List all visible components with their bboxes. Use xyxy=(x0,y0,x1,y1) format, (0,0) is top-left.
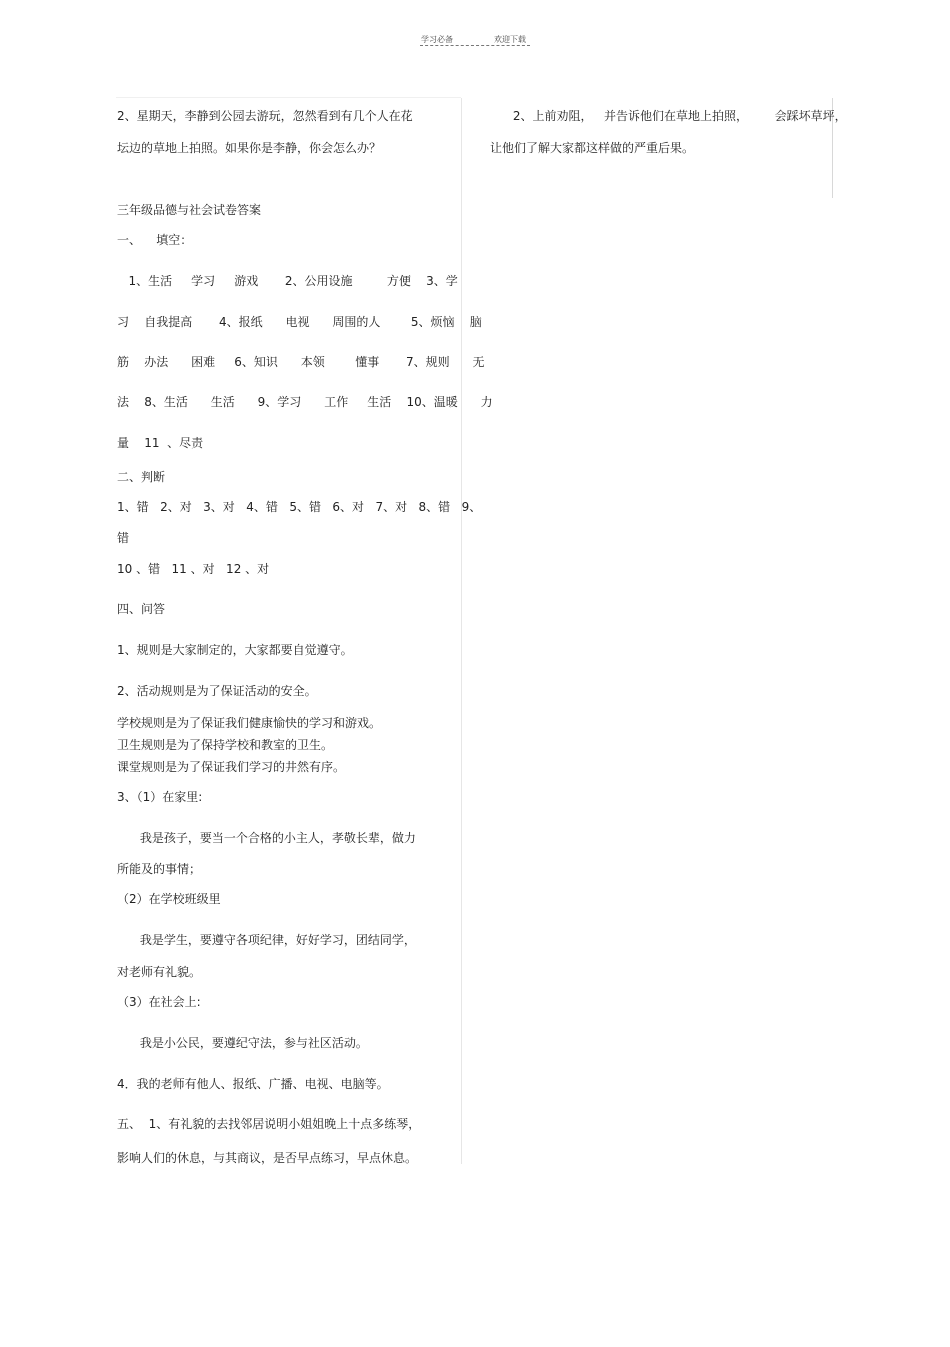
judge-line-1: 1、错 2、对 3、对 4、错 5、错 6、对 7、对 8、错 9、 xyxy=(117,500,482,514)
section-fill-heading: 一、 填空： xyxy=(117,233,193,247)
qa-2-school-rule: 学校规则是为了保证我们健康愉快的学习和游戏。 xyxy=(117,716,382,730)
qa-3-school-line-1: 我是学生，要遵守各项纪律，好好学习，团结同学， xyxy=(117,933,416,947)
fill-line-4: 法 8、生活 生活 9、学习 工作 生活 10、温暖 力 xyxy=(117,395,493,409)
fill-line-1: 1、生活 学习 游戏 2、公用设施 方便 3、学 xyxy=(117,274,458,288)
judge-line-2: 错 xyxy=(117,531,130,545)
header-left-text: 学习必备 xyxy=(421,35,453,44)
qa-2: 2、活动规则是为了保证活动的安全。 xyxy=(117,684,317,698)
qa-3-home-line-1: 我是孩子，要当一个合格的小主人，孝敬长辈，做力 xyxy=(117,831,416,845)
right-answer-line-2: 让他们了解大家都这样做的严重后果。 xyxy=(490,141,695,155)
qa-3-society-line-1: 我是小公民，要遵纪守法，参与社区活动。 xyxy=(117,1036,368,1050)
section-qa-heading: 四、问答 xyxy=(117,602,166,616)
question-2-line-1: 2、星期天，李静到公园去游玩，忽然看到有几个人在花 xyxy=(117,109,413,123)
qa-3-school-line-2: 对老师有礼貌。 xyxy=(117,965,202,979)
fill-line-2: 习 自我提高 4、报纸 电视 周围的人 5、烦恼 脑 xyxy=(117,315,482,329)
question-2-line-2: 坛边的草地上拍照。如果你是李静，你会怎么办？ xyxy=(117,141,382,155)
qa-2-hygiene-rule: 卫生规则是为了保持学校和教室的卫生。 xyxy=(117,738,334,752)
page-header xyxy=(0,30,950,50)
judge-line-3: 10 、错 11 、对 12 、对 xyxy=(117,562,270,576)
header-dashed-rule xyxy=(420,45,530,46)
qa-4: 4．我的老师有他人、报纸、广播、电视、电脑等。 xyxy=(117,1077,389,1091)
qa-1: 1、规则是大家制定的，大家都要自觉遵守。 xyxy=(117,643,353,657)
right-answer-line-1: 2、上前劝阻， 并告诉他们在草地上拍照， 会踩坏草坪， xyxy=(490,109,847,123)
qa-3-home-line-2: 所能及的事情； xyxy=(117,862,202,876)
qa-2-class-rule: 课堂规则是为了保证我们学习的井然有序。 xyxy=(117,760,346,774)
answer-title: 三年级品德与社会试卷答案 xyxy=(117,203,262,217)
header-right-text: 欢迎下载 xyxy=(494,35,526,44)
qa-3-society-heading: （3）在社会上: xyxy=(117,995,201,1009)
section-5-line-1: 五、 1、有礼貌的去找邻居说明小姐姐晚上十点多练琴， xyxy=(117,1117,421,1131)
fill-line-3: 筋 办法 困难 6、知识 本领 懂事 7、规则 无 xyxy=(117,355,485,369)
qa-3-school-heading: （2）在学校班级里 xyxy=(117,892,221,906)
qa-3-home-heading: 3、（1）在家里: xyxy=(117,790,203,804)
section-5-line-2: 影响人们的休息，与其商议，是否早点练习，早点休息。 xyxy=(117,1151,418,1165)
column-divider xyxy=(461,98,462,1164)
column-top-rule xyxy=(116,97,461,98)
fill-line-5: 量 11 、尽责 xyxy=(117,436,204,450)
section-judge-heading: 二、判断 xyxy=(117,470,166,484)
